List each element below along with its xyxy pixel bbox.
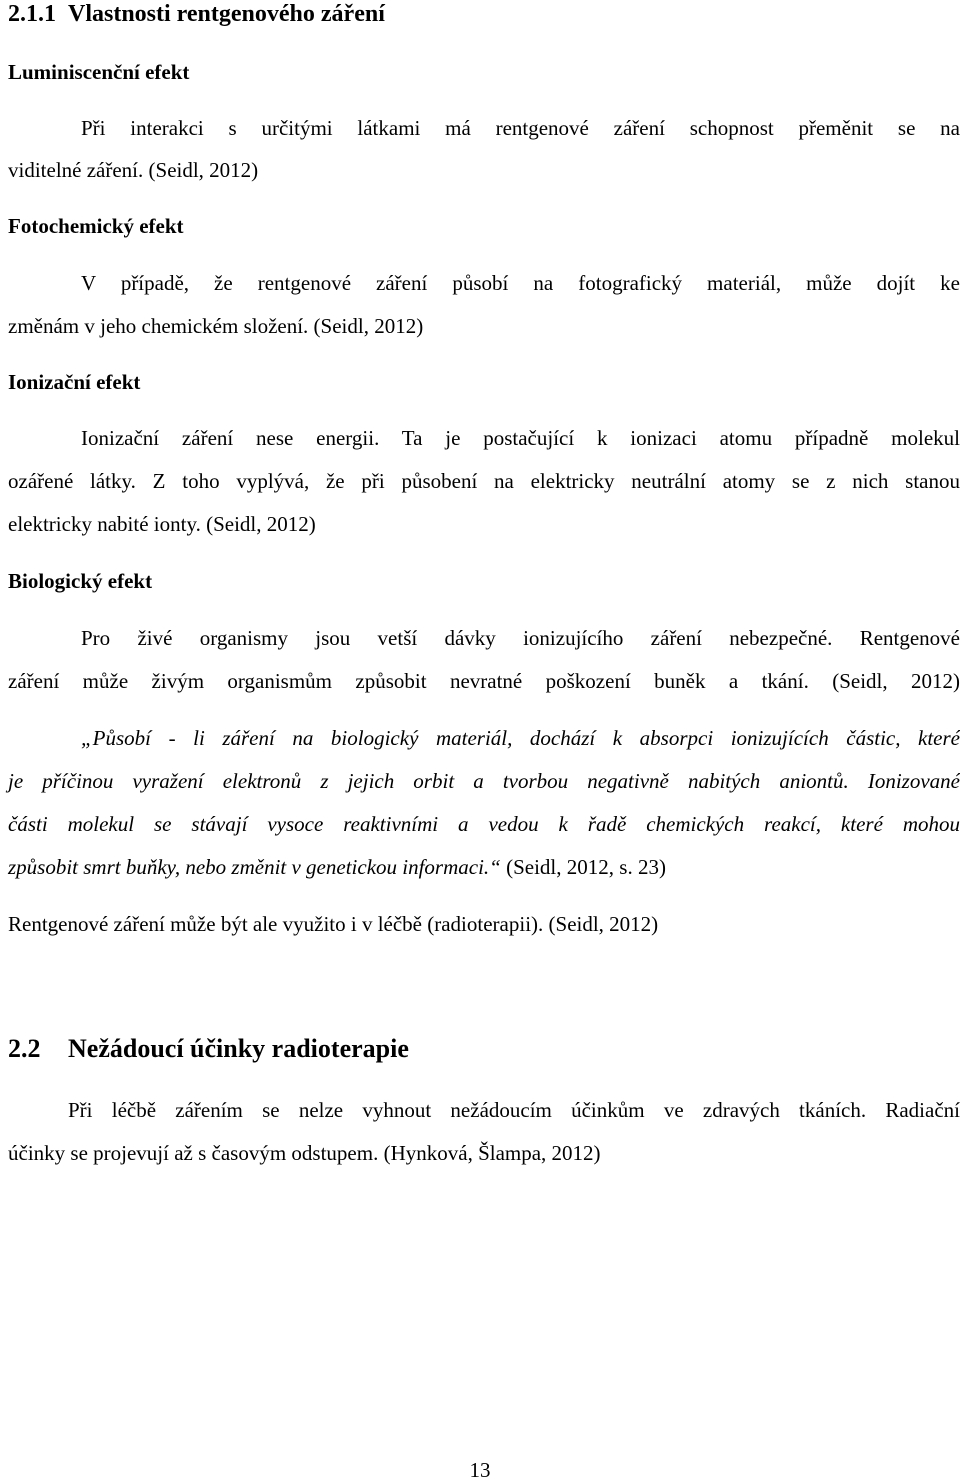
paragraph-line: elektricky nabité ionty. (Seidl, 2012) xyxy=(8,512,316,536)
paragraph-line: Pro živé organismy jsou vetší dávky ionizujícího záření nebezpečné. Rentgenové xyxy=(81,626,960,650)
section-heading xyxy=(8,0,960,28)
quote-text: způsobit smrt buňky, nebo změnit v genetickou informaci.“ xyxy=(8,855,501,879)
section-number: 2.1.1 xyxy=(8,1,56,27)
paragraph-line: Při interakci s určitými látkami má rentgenové záření schopnost přeměnit se na xyxy=(81,116,960,140)
paragraph-line: Rentgenové záření může být ale využito i v léčbě (radioterapii). (Seidl, 2012) xyxy=(8,912,659,936)
paragraph-line: změnám v jeho chemickém složení. (Seidl, 2012) xyxy=(8,314,424,338)
section-title: Vlastnosti rentgenového záření xyxy=(68,1,385,27)
paragraph-line: záření může živým organismům způsobit nevratné poškození buněk a tkání. (Seidl, 2012) xyxy=(8,669,960,693)
paragraph-line: Ionizační záření nese energii. Ta je postačující k ionizaci atomu případně molekul xyxy=(81,426,960,450)
paragraph-line: Při léčbě zářením se nelze vyhnout nežádoucím účinkům ve zdravých tkáních. Radiační xyxy=(68,1098,960,1122)
quote-line: části molekul se stávají vysoce reaktivními a vedou k řadě chemických reakcí, které mohou xyxy=(8,812,960,836)
paragraph-line: ozářené látky. Z toho vyplývá, že při působení na elektricky neutrální atomy se z nich stanou xyxy=(8,469,960,493)
section-number: 2.2 xyxy=(8,1034,41,1063)
quote-line: „Působí - li záření na biologický materiál, dochází k absorpci ionizujících částic, které xyxy=(81,726,960,750)
section-title: Nežádoucí účinky radioterapie xyxy=(68,1034,409,1063)
paragraph-line: V případě, že rentgenové záření působí na fotografický materiál, může dojít ke xyxy=(81,271,960,295)
quote-citation: (Seidl, 2012, s. 23) xyxy=(500,855,666,879)
quote-line xyxy=(8,853,960,881)
quote-line: je příčinou vyražení elektronů z jejich orbit a tvorbou negativně nabitých aniontů. Ionizované xyxy=(8,769,960,793)
paragraph-line: účinky se projevují až s časovým odstupem. (Hynková, Šlampa, 2012) xyxy=(8,1141,601,1165)
subheading-fotochemicky: Fotochemický efekt xyxy=(8,214,184,238)
page-number: 13 xyxy=(469,1458,491,1482)
subheading-luminiscencni: Luminiscenční efekt xyxy=(8,60,190,84)
section-heading xyxy=(8,1035,960,1063)
paragraph-line: viditelné záření. (Seidl, 2012) xyxy=(8,158,259,182)
subheading-ionizacni: Ionizační efekt xyxy=(8,370,141,394)
subheading-biologicky: Biologický efekt xyxy=(8,569,153,593)
